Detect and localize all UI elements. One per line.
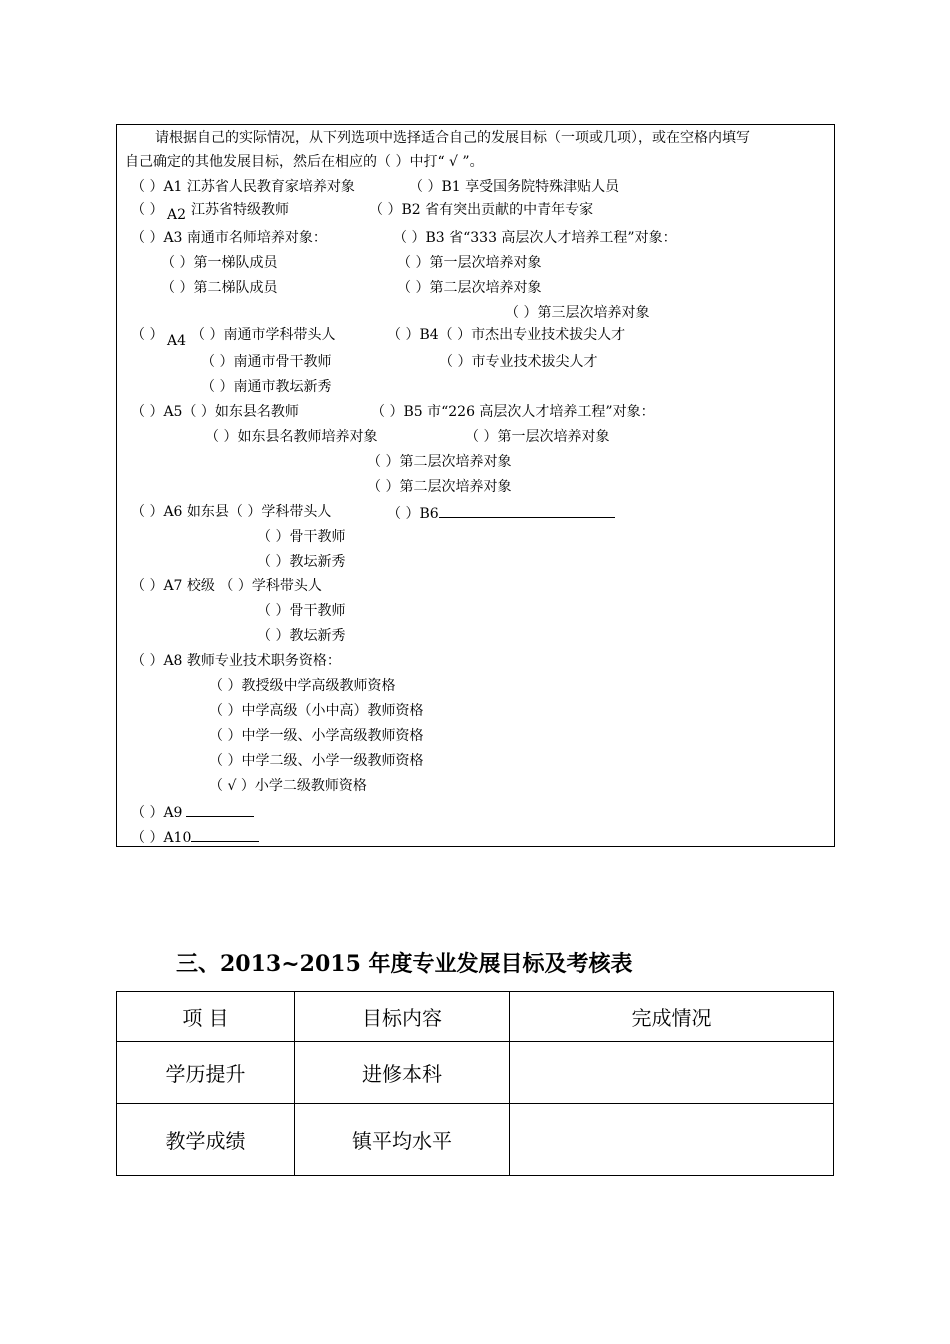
- option-b4[interactable]: （ ）B4（ ）市杰出专业技术拔尖人才: [387, 327, 626, 343]
- option-a8-second[interactable]: （ ）中学二级、小学一级教师资格: [209, 753, 424, 769]
- option-a10[interactable]: [131, 828, 259, 846]
- header-item: 项 目: [117, 992, 295, 1042]
- form-intro-line1: 请根据自己的实际情况，从下列选项中选择适合自己的发展目标（一项或几项），或在空格内填写: [155, 130, 750, 146]
- option-b3-level1[interactable]: （ ）第一层次培养对象: [397, 255, 542, 271]
- option-a9-blank[interactable]: [186, 803, 254, 817]
- option-a3-tier1[interactable]: （ ）第一梯队成员: [161, 255, 278, 271]
- option-b3-level2[interactable]: （ ）第二层次培养对象: [397, 280, 542, 296]
- row-goal: 镇平均水平: [295, 1104, 510, 1176]
- option-a5-trainee[interactable]: （ ）如东县名教师培养对象: [205, 429, 378, 445]
- option-b3-level3[interactable]: （ ）第三层次培养对象: [505, 305, 650, 321]
- option-a10-label: （ ）A10: [131, 830, 192, 846]
- option-a8-first[interactable]: （ ）中学一级、小学高级教师资格: [209, 728, 424, 744]
- option-a3-tier2[interactable]: （ ）第二梯队成员: [161, 280, 278, 296]
- form-intro-line2: 自己确定的其他发展目标，然后在相应的（ ）中打“ √ ”。: [125, 154, 484, 170]
- option-a7-newstar[interactable]: （ ）教坛新秀: [257, 628, 346, 644]
- row-item: 教学成绩: [117, 1104, 295, 1176]
- option-a8-primary2-checked[interactable]: （ √ ）小学二级教师资格: [209, 778, 367, 794]
- option-a4-backbone[interactable]: （ ）南通市骨干教师: [201, 354, 332, 370]
- option-b3[interactable]: （ ）B3 省“333 高层次人才培养工程”对象：: [393, 230, 677, 246]
- header-goal-content: 目标内容: [295, 992, 510, 1042]
- option-a5[interactable]: （ ）A5（ ）如东县名教师: [131, 404, 299, 420]
- option-a10-blank[interactable]: [191, 828, 259, 842]
- option-a9-label: （ ）A9: [131, 805, 183, 821]
- option-a4-code: A4: [167, 333, 187, 349]
- option-a7-backbone[interactable]: （ ）骨干教师: [257, 603, 346, 619]
- option-a6-newstar[interactable]: （ ）教坛新秀: [257, 554, 346, 570]
- table-row: [117, 1042, 834, 1104]
- option-a4-bracket[interactable]: （ ）: [131, 327, 164, 343]
- row-item: 学历提升: [117, 1042, 295, 1104]
- option-b4-talent[interactable]: （ ）市专业技术拔尖人才: [439, 354, 598, 370]
- option-a7[interactable]: （ ）A7 校级 （ ）学科带头人: [131, 578, 322, 594]
- section-title: 三、2013~2015 年度专业发展目标及考核表: [176, 951, 633, 977]
- header-completion: 完成情况: [510, 992, 834, 1042]
- option-a6-backbone[interactable]: （ ）骨干教师: [257, 529, 346, 545]
- option-a8-senior[interactable]: （ ）中学高级（小中高）教师资格: [209, 703, 424, 719]
- table-header-row: [117, 992, 834, 1042]
- option-a2-code: A2: [167, 207, 187, 223]
- option-b6-blank[interactable]: [439, 504, 615, 518]
- row-completion[interactable]: [510, 1042, 834, 1104]
- option-b5-level2a[interactable]: （ ）第二层次培养对象: [367, 454, 512, 470]
- option-a2-bracket[interactable]: （ ）: [131, 202, 164, 218]
- option-a3[interactable]: （ ）A3 南通市名师培养对象：: [131, 230, 327, 246]
- row-completion[interactable]: [510, 1104, 834, 1176]
- option-a4-newstar[interactable]: （ ）南通市教坛新秀: [201, 379, 332, 395]
- option-a4-leader[interactable]: （ ）南通市学科带头人: [191, 327, 336, 343]
- goal-assessment-table: [116, 991, 834, 1176]
- development-goal-form: [116, 124, 835, 847]
- option-a9[interactable]: [131, 803, 254, 821]
- table-row: [117, 1104, 834, 1176]
- option-a6[interactable]: （ ）A6 如东县（ ）学科带头人: [131, 504, 332, 520]
- option-b6[interactable]: [387, 504, 615, 522]
- option-b2[interactable]: （ ）B2 省有突出贡献的中青年专家: [369, 202, 594, 218]
- option-b6-label: （ ）B6: [387, 506, 439, 522]
- option-a8-professor[interactable]: （ ）教授级中学高级教师资格: [209, 678, 396, 694]
- option-b5-level1[interactable]: （ ）第一层次培养对象: [465, 429, 610, 445]
- option-a2-label: 江苏省特级教师: [191, 202, 289, 218]
- option-b1[interactable]: （ ）B1 享受国务院特殊津贴人员: [409, 179, 620, 195]
- row-goal: 进修本科: [295, 1042, 510, 1104]
- option-b5-level2b[interactable]: （ ）第二层次培养对象: [367, 479, 512, 495]
- option-a1[interactable]: （ ）A1 江苏省人民教育家培养对象: [131, 179, 355, 195]
- option-b5[interactable]: （ ）B5 市“226 高层次人才培养工程”对象：: [371, 404, 655, 420]
- option-a8[interactable]: （ ）A8 教师专业技术职务资格：: [131, 653, 341, 669]
